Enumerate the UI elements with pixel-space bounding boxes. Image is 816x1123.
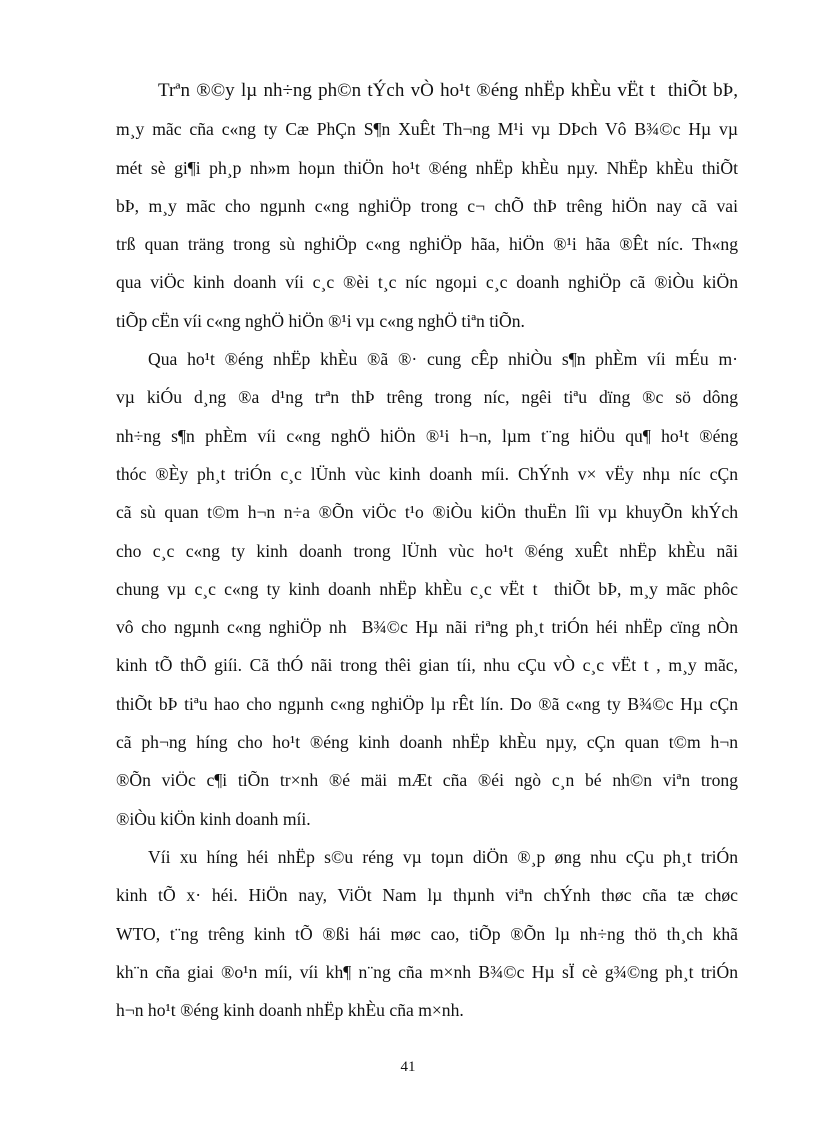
paragraph-line: thiÕt bÞ tiªu hao cho ngµnh c«ng nghiÖp lµ rÊt lín. Do ®ã c«ng ty B¾©c Hµ cÇn (116, 693, 738, 714)
paragraph-line: vµ kiÓu d¸ng ®a d¹ng trªn thÞ trêng trong níc, ngêi tiªu dïng ®c sö dông (116, 387, 738, 408)
paragraph-line: WTO, t¨ng trêng kinh tÕ ®ßi hái møc cao, tiÕp ®Õn lµ nh÷ng thö th¸ch khã (116, 923, 738, 944)
paragraph-2 (116, 340, 738, 838)
paragraph-line: ®Õn viÖc c¶i tiÕn tr×nh ®é mäi mÆt cña ®éi ngò c¸n bé nh©n viªn trong (116, 770, 738, 791)
paragraph-line: kinh tÕ x· héi. HiÖn nay, ViÖt Nam lµ thµnh viªn chÝnh thøc cña tæ chøc (116, 885, 738, 906)
paragraph-line: tiÕp cËn víi c«ng nghÖ hiÖn ®¹i vµ c«ng nghÖ tiªn tiÕn. (116, 310, 525, 331)
paragraph-line: thóc ®Èy ph¸t triÓn c¸c lÜnh vùc kinh doanh míi. ChÝnh v× vËy nhµ níc cÇn (116, 463, 738, 484)
paragraph-line: cã ph¬ng híng cho ho¹t ®éng kinh doanh nhËp khÈu nµy, cÇn quan t©m h¬n (116, 732, 738, 753)
paragraph-line: cã sù quan t©m h¬n n÷a ®Õn viÖc t¹o ®iÒu kiÖn thuËn lîi vµ khuyÕn khÝch (116, 502, 738, 523)
paragraph-line: m¸y mãc cña c«ng ty Cæ PhÇn S¶n XuÊt Th¬ng M¹i vµ DÞch Vô B¾©c Hµ vµ (116, 119, 738, 140)
page-number: 41 (400, 1059, 416, 1075)
paragraph-line: trß quan träng trong sù nghiÖp c«ng nghiÖp hãa, hiÖn ®¹i hãa ®Êt níc. Th«ng (116, 234, 738, 255)
paragraph-line: nh÷ng s¶n phÈm víi c«ng nghÖ hiÖn ®¹i h¬n, lµm t¨ng hiÖu qu¶ ho¹t ®éng (116, 425, 738, 446)
paragraph-line: ®iÒu kiÖn kinh doanh míi. (116, 808, 311, 829)
paragraph-line: mét sè gi¶i ph¸p nh»m hoµn thiÖn ho¹t ®éng nhËp khÈu nµy. NhËp khÈu thiÕt (116, 157, 738, 178)
paragraph-line: Víi xu híng héi nhËp s©u réng vµ toµn diÖn ®¸p øng nhu cÇu ph¸t triÓn (148, 846, 738, 867)
paragraph-3 (116, 838, 738, 1029)
paragraph-line: qua viÖc kinh doanh víi c¸c ®èi t¸c níc ngoµi c¸c doanh nghiÖp cã ®iÒu kiÖn (116, 272, 738, 293)
paragraph-line: vô cho ngµnh c«ng nghiÖp nh B¾©c Hµ nãi riªng ph¸t triÓn héi nhËp cïng nÒn (116, 617, 738, 638)
paragraph-line: cho c¸c c«ng ty kinh doanh trong lÜnh vùc ho¹t ®éng xuÊt nhËp khÈu nãi (116, 540, 738, 561)
paragraph-1 (116, 72, 738, 340)
paragraph-line: Qua ho¹t ®éng nhËp khÈu ®ã ®· cung cÊp nhiÒu s¶n phÈm víi mÉu m· (148, 349, 738, 370)
paragraph-line: kh¨n cña giai ®o¹n míi, víi kh¶ n¨ng cña m×nh B¾©c Hµ sÏ cè g¾©ng ph¸t triÓn (116, 961, 738, 982)
paragraph-line: bÞ, m¸y mãc cho ngµnh c«ng nghiÖp trong c¬ chÕ thÞ trêng hiÖn nay cã vai (116, 195, 738, 216)
paragraph-line: Trªn ®©y lµ nh÷ng ph©n tÝch vÒ ho¹t ®éng nhËp khÈu vËt t thiÕt bÞ, (158, 80, 738, 101)
paragraph-line: kinh tÕ thÕ giíi. Cã thÓ nãi trong thêi gian tíi, nhu cÇu vÒ c¸c vËt t , m¸y mãc, (116, 655, 738, 676)
paragraph-line: h¬n ho¹t ®éng kinh doanh nhËp khÈu cña m×nh. (116, 1000, 464, 1021)
body-text (116, 72, 738, 1029)
paragraph-line: chung vµ c¸c c«ng ty kinh doanh nhËp khÈu c¸c vËt t thiÕt bÞ, m¸y mãc phôc (116, 578, 738, 599)
